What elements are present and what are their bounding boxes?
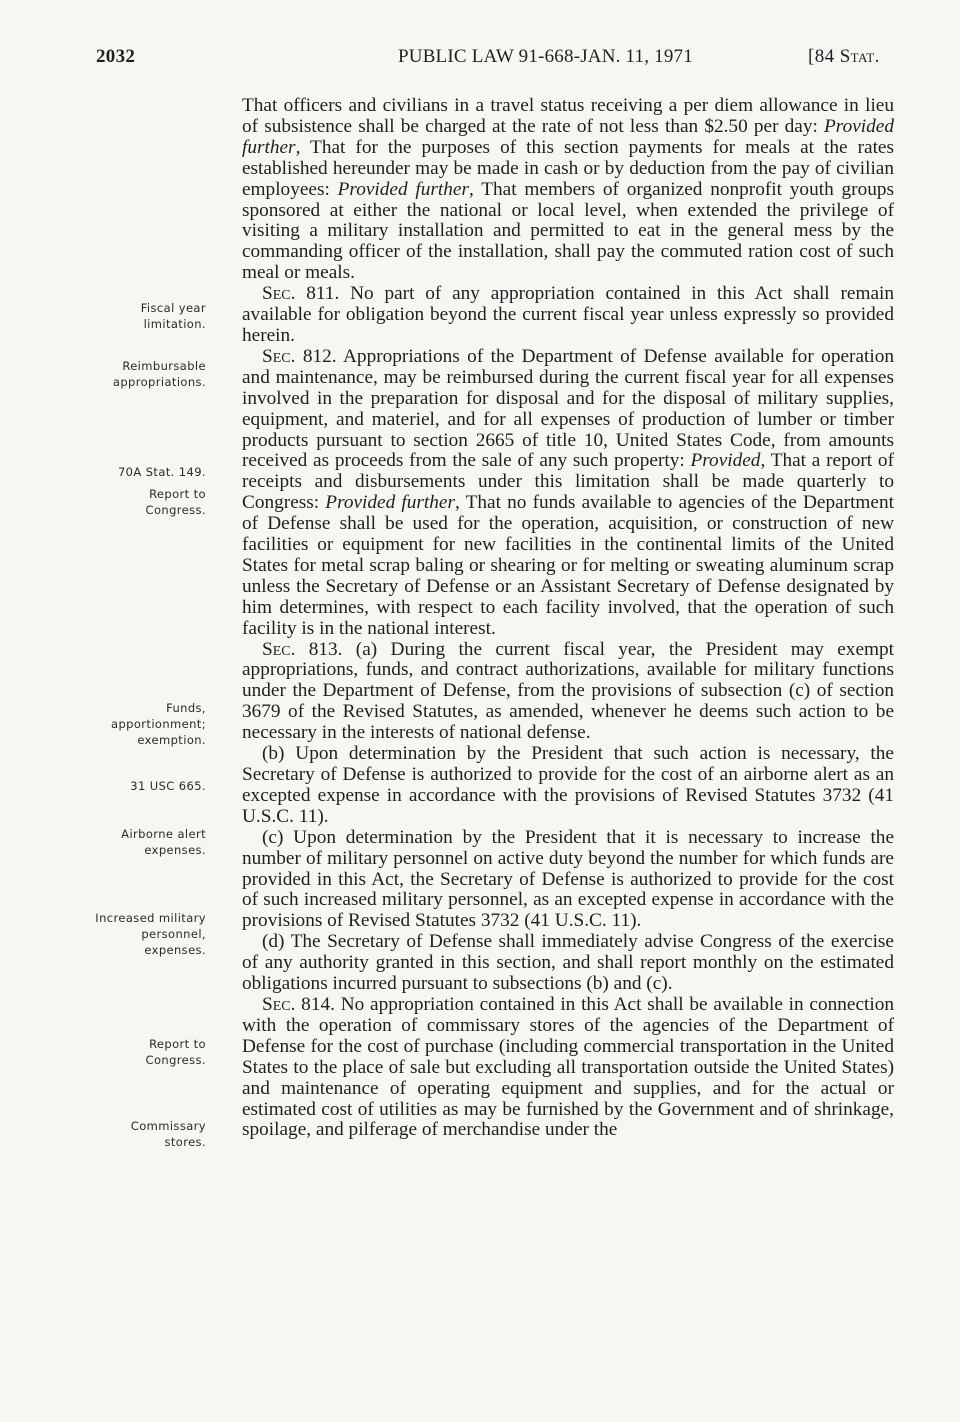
section-813-d: (d) The Secretary of Defense shall immediately advise Congress of the exercise of any authority granted in this section, and shall report monthly on the estimated obligations incurred pursuant to subsections (b) and (c). (242, 931, 894, 995)
running-title: PUBLIC LAW 91-668-JAN. 11, 1971 (398, 46, 693, 67)
page-header (0, 46, 960, 76)
statute-volume (808, 46, 880, 68)
margin-note-report-congress-2: Report to Congress. (145, 1037, 206, 1067)
section-814: Sec. 814. No appropriation contained in this Act shall be available in connection with the operation of commissary stores of the agencies of the Department of Defense for the cost of purchase (including commercial transportation in the United States to the place of sale but excluding all transportation outside the United States) and maintenance of operating equipment and supplies, and for the actual or estimated cost of utilities as may be furnished by the Government and of shrinkage, spoilage, and pilferage of merchandise under the (242, 993, 895, 1141)
page-number: 2032 (96, 46, 136, 67)
margin-note-stat-ref: 70A Stat. 149. (117, 465, 206, 479)
section-813-c: (c) Upon determination by the President that it is necessary to increase the number of military personnel on active duty beyond the number for which funds are provided in this Act, the Secretary of Defense is authorized to provide for the cost of such increased military personnel, as an excepted expense in accordance with the provisions of Revised Statutes 3732 (41 U.S.C. 11). (242, 826, 894, 932)
margin-note-increased-personnel: Increased military personnel, expenses. (95, 911, 206, 957)
section-811-label: Sec. 811. (262, 283, 340, 305)
margin-note-funds-apportionment: Funds, apportionment; exemption. (111, 701, 206, 747)
margin-note-report-congress-1: Report to Congress. (145, 487, 206, 517)
section-811: Sec. 811. No part of any appropriation contained in this Act shall remain available for obligation beyond the current fiscal year unless expressly so provided herein. (242, 283, 895, 346)
margin-note-commissary: Commissary stores. (130, 1119, 206, 1149)
paragraph-per-diem: That officers and civilians in a travel status receiving a per diem allowance in lieu of subsistence shall be charged at the rate of not less than $2.50 per day: Provided further, That for the purposes of this section payments for meals at the rates established hereunder may be made in cash or by deduction from the pay of civilian employees: Provided further, That members of organized nonprofit youth groups sponsored at either the national or local level, when extended the privilege of visiting a military installation and permitted to eat in the general mess by the commanding officer of the installation, shall pay the commuted ration cost of such meal or meals. (242, 95, 894, 284)
margin-note-fiscal-year: Fiscal year limitation. (140, 301, 206, 331)
section-813-a: Sec. 813. (a) During the current fiscal year, the President may exempt appropriations, funds, and contract authorizations, available for military functions under the Department of Defense, from the provisions of subsection (c) of section 3679 of the Revised Statutes, as amended, whenever he deems such action to be necessary in the interests of national defense. (242, 638, 895, 744)
body-text (242, 96, 894, 1141)
section-812-label: Sec. 812. (262, 345, 337, 367)
margin-note-airborne-alert: Airborne alert expenses. (121, 827, 206, 857)
section-814-label: Sec. 814. (262, 993, 335, 1015)
section-813-label: Sec. 813. (262, 638, 343, 660)
section-813-b: (b) Upon determination by the President that such action is necessary, the Secretary of Defense is authorized to provide for the cost of an airborne alert as an excepted expense in accordance with the provisions of Revised Statutes 3732 (41 U.S.C. 11). (242, 743, 894, 827)
statute-volume-number: [84 (808, 46, 840, 67)
statute-volume-word: Stat. (839, 46, 880, 67)
margin-note-reimbursable: Reimbursable appropriations. (112, 359, 206, 389)
section-812: Sec. 812. Appropriations of the Department of Defense available for operation and maintenance, may be reimbursed during the current fiscal year for all expenses involved in the preparation for disposal and for the disposal of military supplies, equipment, and materiel, and for all expenses of production of lumber or timber products pursuant to section 2665 of title 10, United States Code, from amounts received as proceeds from the sale of any such property: Provided, That a report of receipts and disbursements under this limitation shall be made quarterly to Congress: Provided further, That no funds available to agencies of the Department of Defense shall be used for the operation, acquisition, or construction of new facilities or equipment for new facilities in the continental limits of the United States for metal scrap baling or shearing or for melting or sweating aluminum scrap unless the Secretary of Defense or an Assistant Secretary of Defense designated by him determines, with respect to each facility involved, that the operation of such facility is in the national interest. (242, 345, 895, 639)
margin-note-usc-ref: 31 USC 665. (130, 779, 206, 793)
